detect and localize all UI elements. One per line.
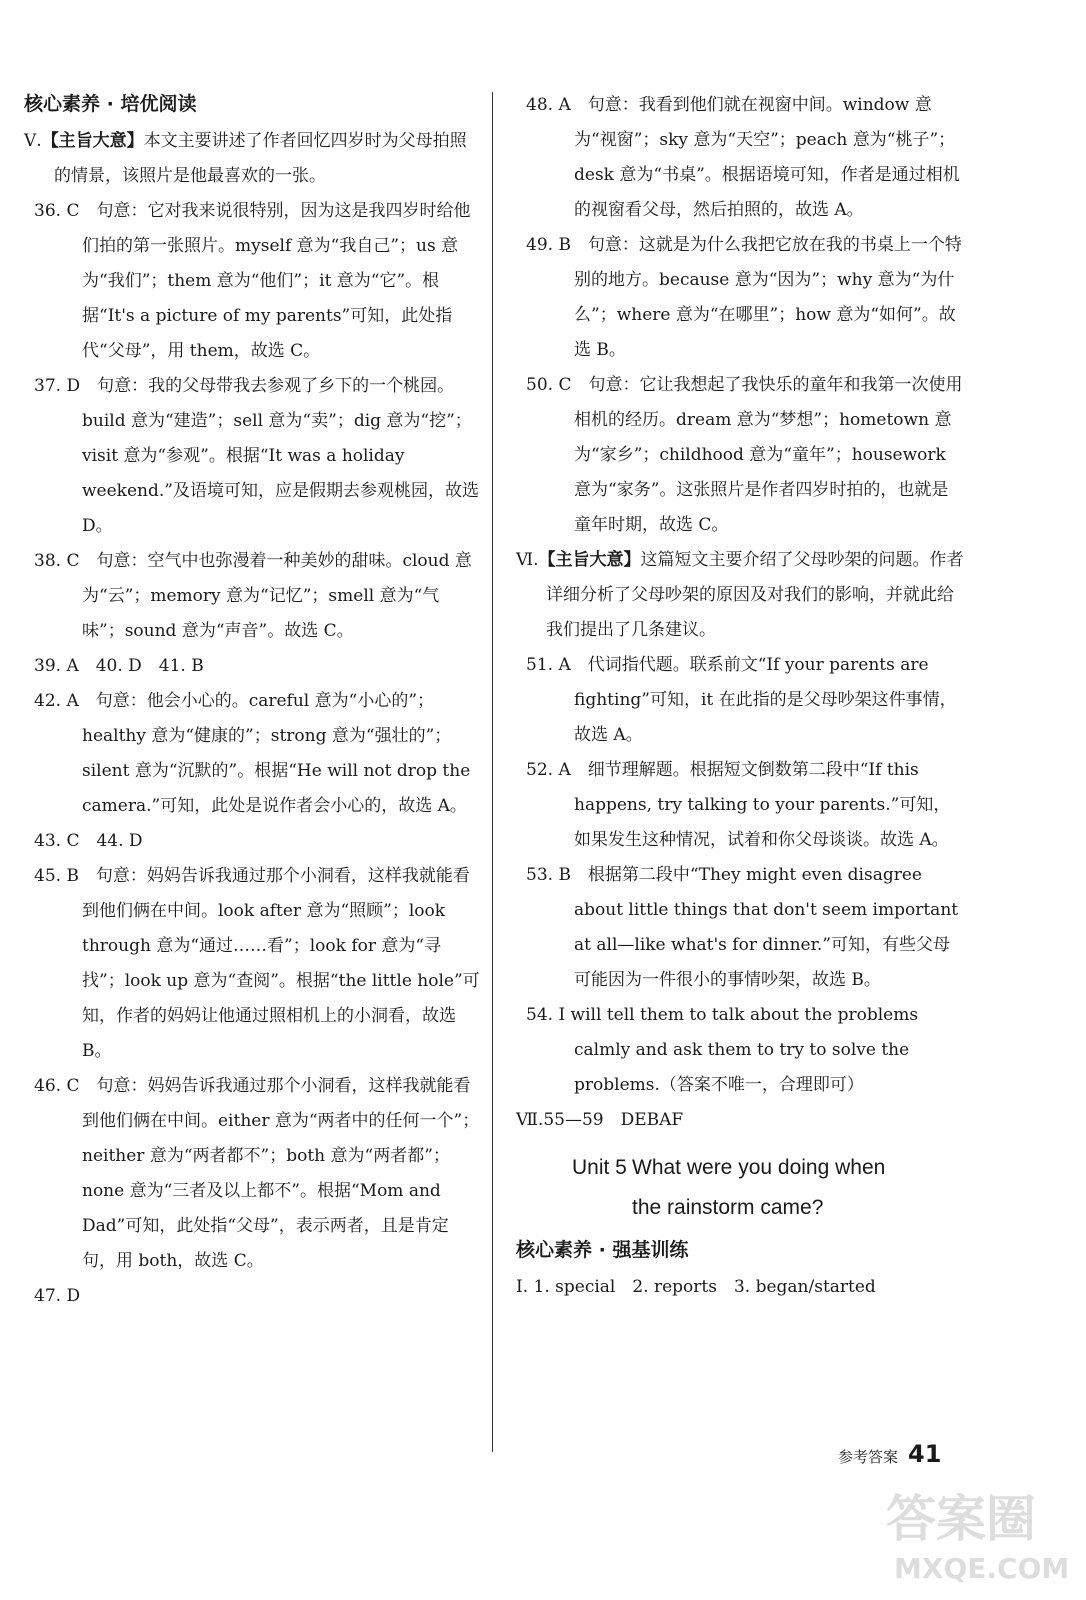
answer-item: 50. C 句意：它让我想起了我快乐的童年和我第一次使用相机的经历。dream 意为“梦想”；hometown 意为“家乡”；childhood 意为“童年”；housework 意为“家务”。这张照片是作者四岁时拍的，也就是童年时期，故选 C。 — [526, 375, 963, 535]
part-7-text: 55—59 DEBAF — [543, 1110, 684, 1130]
unit-title-line-1: What were you doing when — [632, 1156, 886, 1179]
answer-item: 43. C 44. D — [34, 831, 143, 851]
answer-item: 54. I will tell them to talk about the problems calmly and ask them to try to solve the problems.（答案不唯一，合理即可） — [526, 1005, 919, 1095]
footer-label: 参考答案 — [838, 1448, 899, 1466]
main-idea-tag: 【主旨大意】 — [538, 550, 641, 570]
intro-text: 这篇短文主要介绍了父母吵架的问题。作者详细分析了父母吵架的原因及对我们的影响，并就此给我们提出了几条建议。 — [546, 550, 964, 640]
page-footer — [838, 1440, 941, 1468]
watermark-line-1: 答案圈 — [886, 1490, 1036, 1548]
answer-item: 46. C 句意：妈妈告诉我通过那个小洞看，这样我就能看到他们俩在中间。either 意为“两者中的任何一个”；neither 意为“两者都不”；both 意为“两者都”；none 意为“三者及以上都不”。根据“Mom and Dad”可知，此处指“父母”，表示两者，且是肯定句，用 both，故选 C。 — [34, 1076, 480, 1271]
roman-numeral: Ⅵ. — [516, 550, 539, 570]
intro-part-5 — [24, 124, 480, 194]
answer-item: 48. A 句意：我看到他们就在视窗中间。window 意为“视窗”；sky 意为“天空”；peach 意为“桃子”；desk 意为“书桌”。根据语境可知，作者是通过相机的视窗看父母，然后拍照的，故选 A。 — [526, 95, 960, 220]
section-title-training: 核心素养 · 强基训练 — [516, 1239, 689, 1261]
intro-text: 本文主要讲述了作者回忆四岁时为父母拍照的情景，该照片是他最喜欢的一张。 — [54, 131, 467, 186]
watermark-line-2: MXQE.COM — [894, 1552, 1070, 1585]
answer-item: 38. C 句意：空气中也弥漫着一种美妙的甜味。cloud 意为“云”；memory 意为“记忆”；smell 意为“气味”；sound 意为“声音”。故选 C。 — [34, 551, 472, 641]
answer-item: 49. B 句意：这就是为什么我把它放在我的书桌上一个特别的地方。because 意为“因为”；why 意为“为什么”；where 意为“在哪里”；how 意为“如何”。故选 B。 — [526, 235, 962, 360]
answer-item: 36. C 句意：它对我来说很特别，因为这是我四岁时给他们拍的第一张照片。myself 意为“我自己”；us 意为“我们”；them 意为“他们”；it 意为“它”。根据“It's a picture of my parents”可知，此处指代“父母”，用 them，故选 C。 — [34, 201, 471, 361]
part-7 — [516, 1103, 964, 1138]
page-number: 41 — [908, 1440, 942, 1468]
right-column — [516, 88, 964, 1305]
answer-item: 47. D — [34, 1286, 81, 1306]
answer-item: 51. A 代词指代题。联系前文“If your parents are fighting”可知，it 在此指的是父母吵架这件事情，故选 A。 — [526, 655, 957, 745]
roman-numeral: Ⅴ. — [24, 131, 42, 151]
watermark-logo — [880, 1478, 1070, 1590]
roman-numeral: Ⅶ. — [516, 1110, 544, 1130]
answer-item: 52. A 细节理解题。根据短文倒数第二段中“If this happens, try talking to your parents.”可知，如果发生这种情况，试着和你父母谈谈。故选 A。 — [526, 760, 951, 850]
part-1-text: 1. special 2. reports 3. began/started — [533, 1277, 876, 1297]
column-divider — [492, 92, 493, 1452]
unit-title-line-2: the rainstorm came? — [632, 1196, 824, 1219]
answer-item: 42. A 句意：他会小心的。careful 意为“小心的”；healthy 意为“健康的”；strong 意为“强壮的”；silent 意为“沉默的”。根据“He will not drop the camera.”可知，此处是说作者会小心的，故选 A。 — [34, 691, 471, 816]
unit-label: Unit 5 — [572, 1156, 627, 1179]
part-1 — [516, 1270, 964, 1305]
answer-item: 45. B 句意：妈妈告诉我通过那个小洞看，这样我就能看到他们俩在中间。look after 意为“照顾”；look through 意为“通过……看”；look for 意为“寻找”；look up 意为“查阅”。根据“the little hole”可知，作者的妈妈让他通过照相机上的小洞看，故选 B。 — [34, 866, 480, 1061]
answer-item: 39. A 40. D 41. B — [34, 656, 204, 676]
intro-part-6 — [516, 543, 964, 648]
roman-numeral: Ⅰ. — [516, 1277, 529, 1297]
left-column — [24, 88, 480, 1314]
section-title-reading: 核心素养 · 培优阅读 — [24, 93, 197, 115]
main-idea-tag: 【主旨大意】 — [41, 131, 144, 151]
unit-heading — [516, 1148, 964, 1228]
answer-item: 37. D 句意：我的父母带我去参观了乡下的一个桃园。build 意为“建造”；sell 意为“卖”；dig 意为“挖”；visit 意为“参观”。根据“It was a holiday weekend.”及语境可知，应是假期去参观桃园，故选 D。 — [34, 376, 479, 536]
answer-item: 53. B 根据第二段中“They might even disagree about little things that don't seem important at all—like what's for dinner.”可知，有些父母可能因为一件很小的事情吵架，故选 B。 — [526, 865, 959, 990]
